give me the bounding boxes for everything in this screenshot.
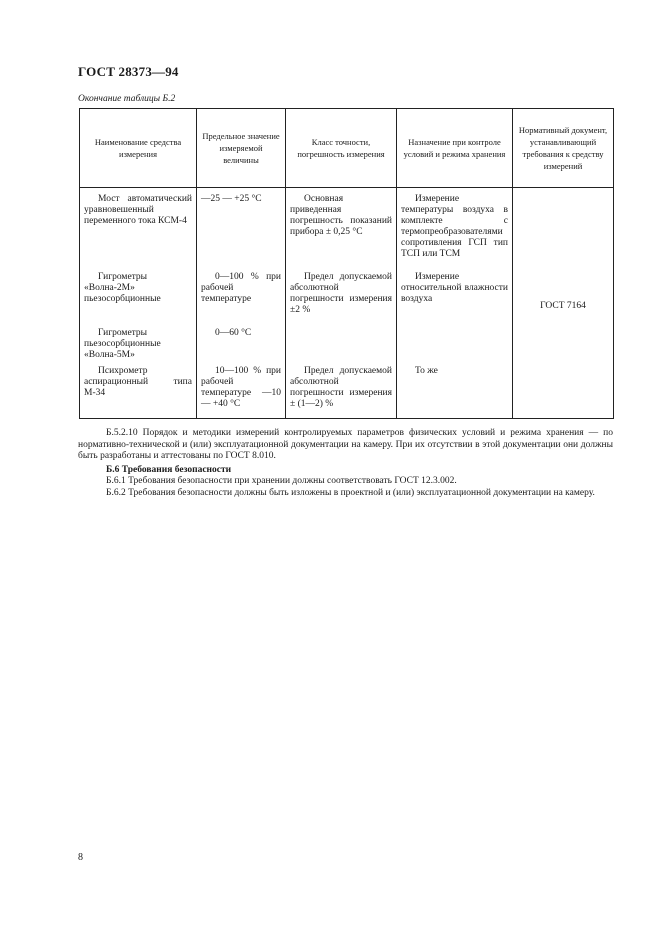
cell-accuracy: Предел допускаемой абсолютной погрешности измерения ± (1—2) % (286, 366, 397, 419)
col-header-accuracy: Класс точности, погрешность измерения (286, 109, 397, 188)
document-header: ГОСТ 28373—94 (78, 64, 179, 79)
cell-limit: —25 — +25 °С (197, 188, 286, 273)
cell-accuracy (286, 328, 397, 366)
paragraph-b6-1: Б.6.1 Требования безопасности при хранении должны соответствовать ГОСТ 12.3.002. (106, 476, 457, 486)
measurement-instruments-table (79, 108, 614, 419)
cell-limit: 10—100 % при рабочей температуре —10 — +40 °С (197, 366, 286, 419)
cell-name: Психрометр аспирационный типа М-34 (80, 366, 197, 419)
cell-name: Мост автоматический уравновешенный переменного тока КСМ-4 (80, 188, 197, 273)
cell-purpose: То же (397, 366, 513, 419)
table-header-row (80, 109, 614, 188)
cell-name: Гигрометры пьезосорбционные «Волна-5М» (80, 328, 197, 366)
cell-standard: ГОСТ 7164 (513, 188, 614, 419)
col-header-purpose: Назначение при контроле условий и режима хранения (397, 109, 513, 188)
cell-limit: 0—100 % при рабочей температуре (197, 272, 286, 328)
col-header-limit: Предельное значение измеряемой величины (197, 109, 286, 188)
cell-limit: 0—60 °С (197, 328, 286, 366)
col-header-standard: Нормативный документ, устанавливающий требования к средству измерений (513, 109, 614, 188)
table-caption: Окончание таблицы Б.2 (78, 94, 176, 104)
section-heading-b6: Б.6 Требования безопасности (106, 464, 232, 475)
cell-purpose: Измерение температуры воздуха в комплекте с термопреобразователями сопротивления ГСП тип ТСП или ТСМ (397, 188, 513, 273)
cell-purpose (397, 328, 513, 366)
cell-name: Гигрометры «Волна-2М» пьезосорбционные (80, 272, 197, 328)
cell-accuracy: Основная приведенная погрешность показаний прибора ± 0,25 °С (286, 188, 397, 273)
table-row (80, 188, 614, 273)
cell-purpose: Измерение относительной влажности воздуха (397, 272, 513, 328)
body-text (78, 428, 613, 499)
col-header-name: Наименование средства измерения (80, 109, 197, 188)
cell-accuracy: Предел допускаемой абсолютной погрешности измерения ±2 % (286, 272, 397, 328)
paragraph-b5-2-10: Б.5.2.10 Порядок и методики измерений контролируемых параметров физических условий и режима хранения — по нормативно-технической и (или) эксплуатационной документации на камеру. При их отсутствии в этой документации они должны быть разработаны и аттестованы по ГОСТ 8.010. (78, 428, 613, 461)
page-number: 8 (78, 852, 83, 863)
paragraph-b6-2: Б.6.2 Требования безопасности должны быть изложены в проектной и (или) эксплуатационной документации на камеру. (106, 487, 595, 498)
